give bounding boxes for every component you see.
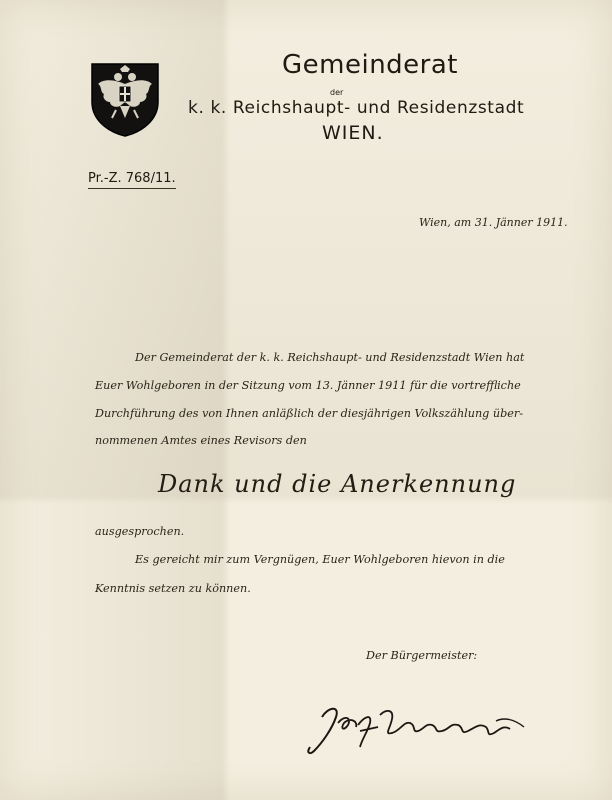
body-line-4: nommenen Amtes eines Revisors den: [95, 434, 307, 447]
reference-number: Pr.-Z. 768/11.: [88, 171, 176, 189]
body-line-5: ausgesprochen.: [95, 525, 185, 538]
body-line-1: Der Gemeinderat der k. k. Reichshaupt- und Residenzstadt Wien hat: [135, 351, 525, 364]
closing-mayor: Der Bürgermeister:: [366, 649, 478, 662]
body-line-7: Kenntnis setzen zu können.: [95, 582, 251, 595]
body-line-6: Es gereicht mir zum Vergnügen, Euer Wohlgeboren hievon in die: [135, 553, 505, 566]
letterhead-der: der: [330, 88, 344, 97]
letterhead-city: WIEN.: [322, 122, 384, 144]
body-line-2: Euer Wohlgeboren in der Sitzung vom 13. Jänner 1911 für die vortreffliche: [95, 379, 521, 392]
letterhead-city-line: k. k. Reichshaupt- und Residenzstadt: [188, 98, 525, 118]
headline-thanks: Dank und die Anerkennung: [158, 470, 517, 498]
mayor-signature: [300, 695, 540, 760]
body-line-3: Durchführung des von Ihnen anläßlich der diesjährigen Volkszählung über-: [95, 407, 523, 420]
letter-date: Wien, am 31. Jänner 1911.: [419, 216, 568, 229]
vienna-coat-of-arms-icon: [90, 62, 160, 137]
letterhead-title: Gemeinderat: [282, 50, 458, 80]
